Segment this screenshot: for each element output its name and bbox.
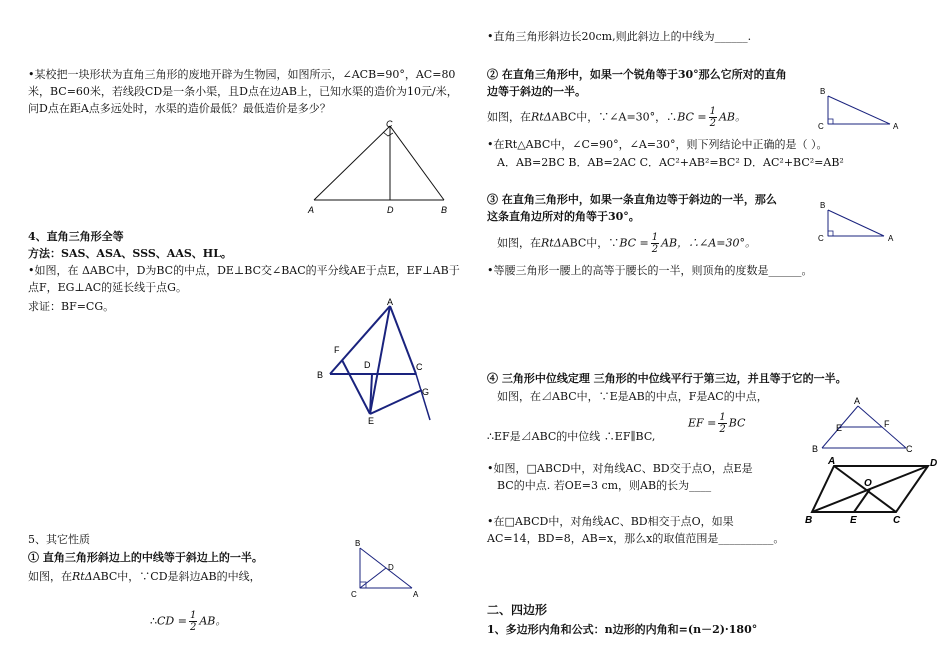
label-f: F: [334, 345, 340, 355]
label-c: C: [818, 234, 824, 243]
bisector-figure: [312, 296, 442, 426]
median-triangle-figure: [342, 536, 426, 602]
theorem-3-line-1: ③ 在直角三角形中，如果一条直角边等于斜边的一半，那么: [487, 193, 777, 206]
garden-question: •某校把一块形状为直角三角形的废地开辟为生物园，如图所示，∠ACB=90°，AC=80米，BC=60米，若线段CD是一条小渠，且D点在边AB上，已知水渠的造价为10元/米，问D点在距A点多远处时，水渠的造价最低？最低造价是多少？: [28, 68, 458, 115]
label-e: E: [368, 416, 375, 426]
section-4-prove: 求证：BF=CG。: [28, 300, 115, 313]
label-b: B: [812, 444, 819, 454]
label-b: B: [820, 201, 826, 210]
theorem-2-example: 如图，在RtΔABC中，∵∠A=30°，∴BC = $\frac{1}{2}$ AB。: [487, 106, 747, 129]
label-a: A: [888, 234, 894, 243]
label-o: O: [864, 478, 872, 489]
label-a: A: [308, 205, 315, 215]
label-a: A: [854, 396, 861, 406]
label-a: A: [413, 590, 419, 599]
label-c: C: [386, 119, 393, 129]
parallelogram-question-2-line-1: •在□ABCD中，对角线AC、BD相交于点O，如果: [487, 515, 734, 528]
section-5-example: 如图，在RtΔABC中，∵CD是斜边AB的中线，: [28, 570, 261, 583]
section-4-title: 4、直角三角形全等: [28, 230, 124, 243]
label-b: B: [317, 370, 324, 380]
section-4-method: 方法：SAS、ASA、SSS、AAS、HL。: [28, 247, 232, 260]
section-4-question: •如图，在 ΔABC中，D为BC的中点，DE⊥BC交∠BAC的平分线AE于点E，EF⊥AB于点F，EG⊥AC的延长线于点G。: [28, 264, 460, 294]
label-a: A: [828, 456, 836, 467]
theorem-4-example: 如图，在⊿ABC中，∵E是AB的中点，F是AC的中点，: [497, 390, 768, 403]
theorem-3-example: 如图，在RtΔABC中，∵BC = $\frac{1}{2}$ AB，∴∠A=30°。: [497, 232, 757, 255]
label-b: B: [355, 539, 361, 548]
midline-triangle-figure: [808, 394, 920, 458]
label-g: G: [422, 387, 430, 397]
median-question: •直角三角形斜边长20cm,则此斜边上的中线为______.: [487, 30, 752, 43]
label-c: C: [906, 444, 913, 454]
isosceles-question: •等腰三角形一腰上的高等于腰长的一半，则顶角的度数是______。: [487, 264, 813, 277]
section-5-conclusion: ∴CD = $\frac{1}{2}$ AB。: [150, 610, 227, 633]
thirty-degree-triangle-figure: [812, 86, 902, 134]
label-d: D: [388, 563, 394, 572]
theorem-3-line-2: 这条直角边所对的角等于30°。: [487, 210, 640, 223]
theorem-4-formula: EF = $\frac{1}{2}$ BC: [688, 412, 746, 435]
parallelogram-figure: [800, 454, 940, 528]
label-d: D: [930, 458, 938, 469]
section-quadrilateral-title: 二、四边形: [487, 603, 548, 617]
label-a: A: [893, 122, 899, 131]
label-b: B: [820, 87, 826, 96]
polygon-angle-sum-formula: 1、多边形内角和公式：n边形的内角和=(n－2)·180°: [487, 623, 758, 636]
label-a: A: [387, 297, 394, 307]
garden-triangle-figure: [300, 118, 460, 220]
label-d: D: [387, 205, 394, 215]
parallelogram-question-1-line-1: •如图，□ABCD中，对角线AC、BD交于点O，点E是: [487, 462, 753, 475]
label-c: C: [351, 590, 357, 599]
section-5-title: 5、其它性质: [28, 533, 90, 546]
choice-question: •在Rt△ABC中，∠C=90°，∠A=30°，则下列结论中正确的是（ ）。: [487, 138, 828, 151]
parallelogram-question-2-line-2: AC=14，BD=8，AB=x，那么x的取值范围是__________。: [487, 532, 785, 545]
label-c: C: [893, 515, 901, 526]
theorem-4-conclusion: ∴EF是⊿ABC的中位线 ∴EF∥BC,: [487, 430, 656, 443]
theorem-2-line-2: 边等于斜边的一半。: [487, 85, 586, 98]
theorem-4-title: ④ 三角形中位线定理 三角形的中位线平行于第三边，并且等于它的一半。: [487, 372, 847, 385]
label-d: D: [364, 360, 371, 370]
parallelogram-question-1-line-2: BC的中点. 若OE=3 cm，则AB的长为____: [497, 479, 712, 492]
half-side-triangle-figure: [812, 200, 902, 246]
label-b: B: [441, 205, 448, 215]
label-c: C: [818, 122, 824, 131]
label-c: C: [416, 362, 423, 372]
label-e: E: [850, 515, 857, 526]
label-e: E: [836, 423, 843, 433]
section-5-theorem-1: ① 直角三角形斜边上的中线等于斜边上的一半。: [28, 551, 263, 564]
theorem-2-line-1: ② 在直角三角形中，如果一个锐角等于30°那么它所对的直角: [487, 68, 787, 81]
label-f: F: [884, 419, 890, 429]
label-b: B: [805, 515, 813, 526]
choice-options: A．AB=2BC B．AB=2AC C．AC²+AB²=BC² D．AC²+BC²=AB²: [497, 156, 844, 169]
